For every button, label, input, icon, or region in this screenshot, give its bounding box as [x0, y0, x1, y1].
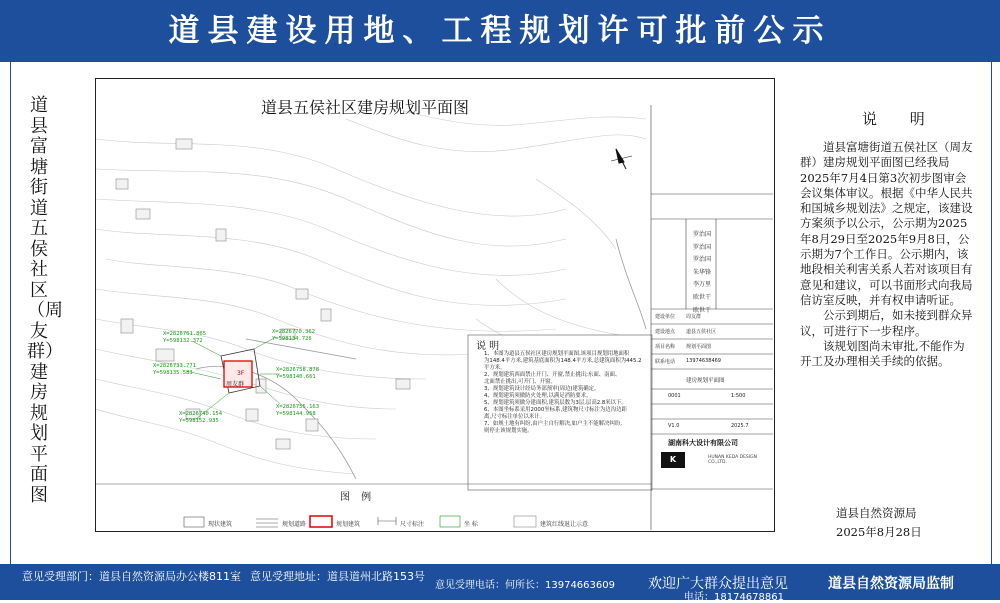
- note-line: 北面禁止挑出,可开门、开窗。: [484, 379, 556, 385]
- staff-name: 欧世干: [693, 293, 712, 301]
- project-value: 规划平面图: [686, 344, 712, 350]
- plan-drawing: [95, 78, 775, 532]
- staff-list: [693, 229, 711, 317]
- drawing-name: 建房规划平面图: [686, 378, 725, 384]
- staff-name: 李万里: [693, 281, 712, 289]
- explanation-title: 说 明: [862, 110, 939, 128]
- staff-name: 欧世干: [693, 306, 712, 314]
- note-line: 3、规划建筑设计经局务部预审(周边)建筑确定。: [484, 386, 600, 392]
- coord-label: X=2826733.771: [153, 363, 197, 369]
- footer-dept: 意见受理部门：道县自然资源局办公楼811室: [22, 570, 241, 583]
- staff-name: 罗治国: [693, 256, 712, 264]
- company-name-en: HUNAN KEDA DESIGN CO.,LTD.: [708, 455, 757, 465]
- building-floors: 3F: [237, 370, 245, 377]
- note-line: 为148.4平方米,建筑基底面积为148.4平方米,总建筑面积为445.2: [484, 358, 642, 364]
- plan-title: 道县五侯社区建房规划平面图: [261, 98, 470, 117]
- existing-buildings: [116, 139, 410, 449]
- footer-phone: 意见受理电话：何所长：13974663609: [435, 580, 615, 591]
- explanation-paragraph: 该规划图尚未审批,不能作为开工及办理相关手续的依据。: [800, 338, 965, 369]
- legend-item: 坐 标: [464, 521, 478, 528]
- phone-value: 13974638469: [686, 358, 721, 364]
- coord-label: Y=598144.958: [276, 411, 316, 417]
- note-line: 2、规划建筑西面禁止开门、开窗,禁止挑出;东面、南面、: [484, 372, 621, 378]
- phone-label: 联系电话: [655, 359, 676, 365]
- footer-welcome-phone: 电话：18174678861: [684, 592, 784, 603]
- owner-value: 周友群: [686, 314, 702, 320]
- note-line: 6、本图坐标系采用2000坐标系,建筑物尺寸标注为边沟边距: [484, 407, 627, 413]
- coord-label: X=2826761.865: [163, 331, 207, 337]
- notes-title: 说 明: [476, 341, 500, 352]
- staff-name: 朱华锋: [693, 268, 712, 276]
- legend-item: 规划建筑: [336, 521, 361, 528]
- version: V1.0: [668, 423, 680, 429]
- coord-label: Y=598152.935: [179, 418, 219, 424]
- footer-supervisor: 道县自然资源局监制: [828, 576, 954, 592]
- legend-item: 建筑红线退让示意: [540, 521, 589, 528]
- site-label: 建设地点: [655, 329, 676, 335]
- company-logo: K: [661, 452, 685, 468]
- note-line: 平方米。: [484, 365, 506, 371]
- coord-label: X=2826758.878: [276, 367, 320, 373]
- coord-label: Y=598132.372: [163, 338, 203, 344]
- legend-item: 尺寸标注: [400, 521, 425, 528]
- legend-item: 规划道路: [282, 521, 307, 528]
- note-line: 1、本图为道县五侯社区建房规划平面图,该项目规划用地面积: [484, 351, 630, 357]
- legend-title: 图 例: [340, 492, 376, 503]
- staff-name: 罗治国: [693, 243, 712, 251]
- coord-label: Y=598140.661: [276, 374, 316, 380]
- note-line: 7、如规土地有纠纷,由户主自行解决,如户主不能解决纠纷,: [484, 421, 622, 427]
- note-line: 4、规划建筑须做防火处理,以满足消防要求。: [484, 393, 592, 399]
- owner-label: 建设单位: [655, 314, 676, 320]
- site-value: 道县五侯社区: [686, 329, 717, 335]
- legend-item: 现状建筑: [208, 521, 233, 528]
- project-label: 项目名称: [655, 344, 676, 350]
- coord-label: X=2826740.154: [179, 411, 223, 417]
- north-arrow-icon: [611, 149, 632, 169]
- coord-label: X=2826755.163: [276, 404, 320, 410]
- note-line: 5、规划建筑须做分建面积,建筑层数为3层,层高2.8米以下。: [484, 400, 627, 406]
- footer-welcome: 欢迎广大群众提出意见: [648, 576, 788, 592]
- note-line: 则停止该规划实施。: [484, 428, 533, 434]
- signature-org: 道县自然资源局: [836, 506, 917, 520]
- coord-label: Y=598135.583: [153, 370, 193, 376]
- explanation-paragraph: 公示到期后，如未接到群众异议，可进行下一步程序。: [800, 308, 973, 338]
- page-header: [0, 0, 1000, 62]
- note-line: 离,尺寸标注单位以米计。: [484, 414, 546, 420]
- vertical-project-title: 道县富塘街道五侯社区（周友群）建房规划平面图: [27, 95, 63, 506]
- footer-address: 意见受理地址：道县道州北路153号: [250, 570, 425, 583]
- notes-list: [484, 351, 652, 435]
- building-label: 周友群: [226, 381, 245, 388]
- company-name: 湖南科大设计有限公司: [668, 439, 738, 447]
- explanation-text: [800, 140, 975, 369]
- drawing-no: 0001: [668, 393, 681, 399]
- explanation-paragraph: 道县富塘街道五侯社区（周友群）建房规划平面图已经我局2025年7月4日第3次初步图审会会议集体审议。根据《中华人民共和国城乡规划法》之规定，该建设方案须予以公示，公示期为2025年8月29日至2025年9月8日，公示期为7个工作日。公示期内，该地段相关利害关系人若对该项目有意见和建议，可以书面形式向我局信访室反映，并有权申请听证。: [800, 140, 973, 307]
- page-footer: [0, 564, 1000, 603]
- header-title: 道县建设用地、工程规划许可批前公示: [168, 13, 832, 49]
- scale: 1:500: [731, 393, 746, 399]
- staff-name: 罗治国: [693, 231, 712, 238]
- coord-label: Y=598134.726: [272, 336, 312, 342]
- date: 2025.7: [731, 423, 749, 429]
- coord-label: X=2826770.362: [272, 329, 316, 335]
- signature-date: 2025年8月28日: [836, 525, 922, 539]
